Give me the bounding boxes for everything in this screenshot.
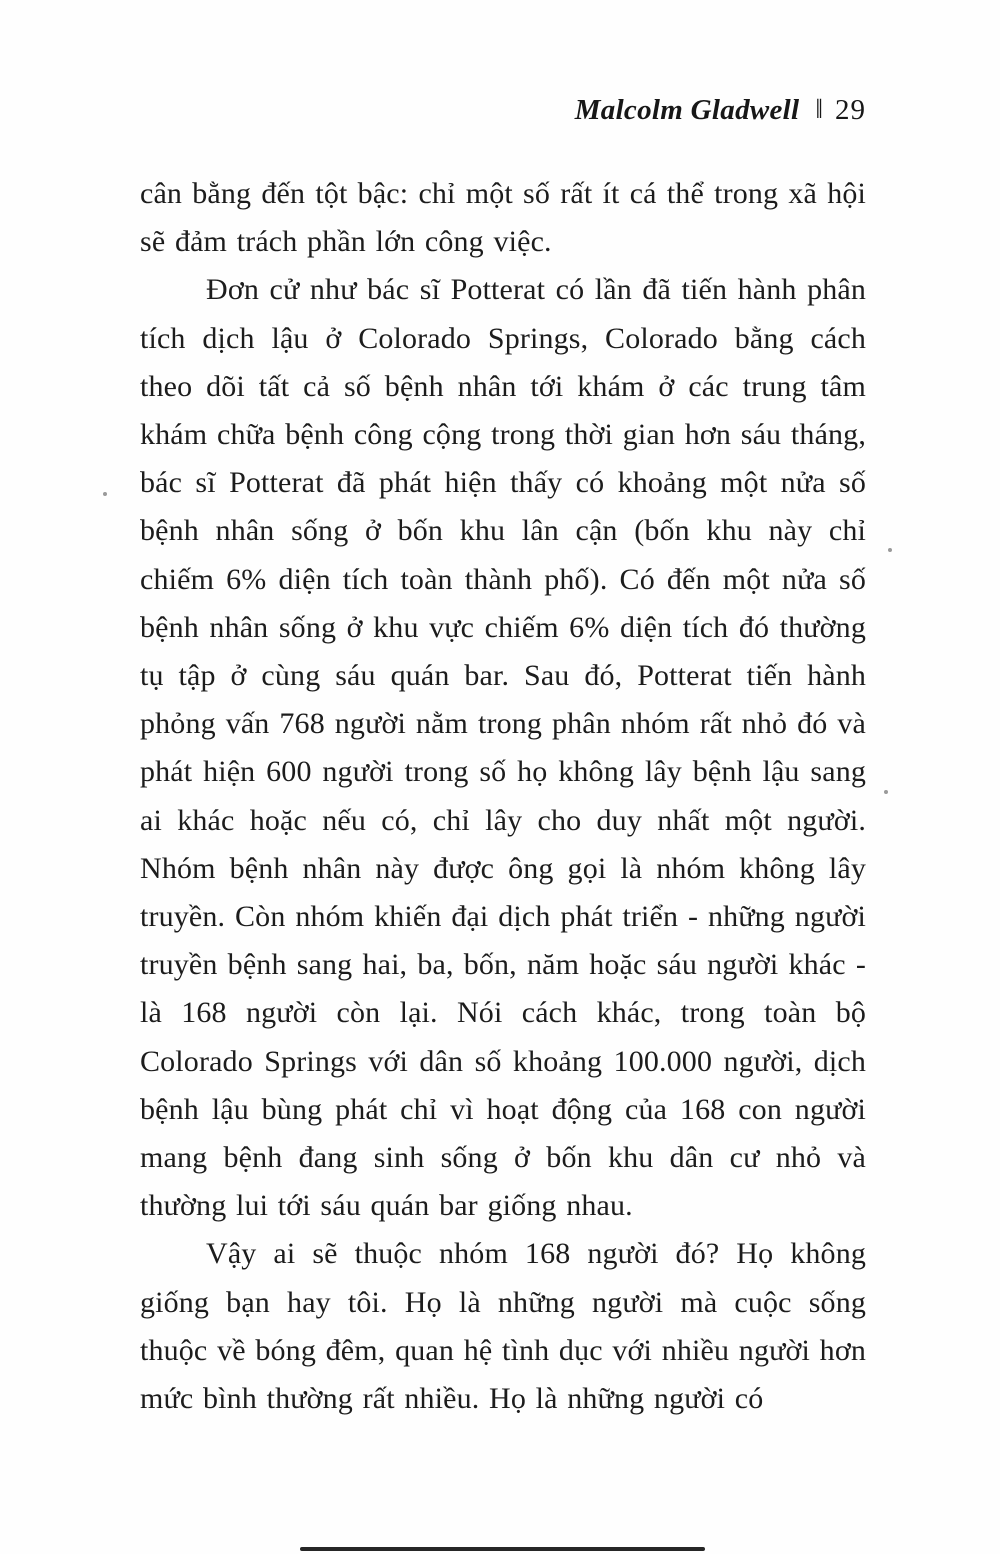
running-header: [140, 92, 866, 128]
header-separator-icon: ‖: [815, 94, 823, 124]
scan-speck: [888, 548, 892, 552]
paragraph-potterat-study: Đơn cử như bác sĩ Potterat có lần đã tiến hành phân tích dịch lậu ở Colorado Springs, Colorado bằng cách theo dõi tất cả số bệnh nhân tới khám ở các trung tâm khám chữa bệnh công cộng trong thời gian hơn sáu tháng, bác sĩ Potterat đã phát hiện thấy có khoảng một nửa số bệnh nhân sống ở bốn khu lân cận (bốn khu này chỉ chiếm 6% diện tích toàn thành phố). Có đến một nửa số bệnh nhân sống ở khu vực chiếm 6% diện tích đó thường tụ tập ở cùng sáu quán bar. Sau đó, Potterat tiến hành phỏng vấn 768 người nằm trong phân nhóm rất nhỏ đó và phát hiện 600 người trong số họ không lây bệnh lậu sang ai khác hoặc nếu có, chỉ lây cho duy nhất một người. Nhóm bệnh nhân này được ông gọi là nhóm không lây truyền. Còn nhóm khiến đại dịch phát triển - những người truyền bệnh sang hai, ba, bốn, năm hoặc sáu người khác - là 168 người còn lại. Nói cách khác, trong toàn bộ Colorado Springs với dân số khoảng 100.000 người, dịch bệnh lậu bùng phát chỉ vì hoạt động của 168 con người mang bệnh đang sinh sống ở bốn khu dân cư nhỏ và thường lui tới sáu quán bar giống nhau.: [140, 273, 866, 1223]
page-body-text: [140, 170, 866, 1423]
bottom-scan-artifact: [300, 1547, 705, 1551]
paragraph-continuation: cân bằng đến tột bậc: chỉ một số rất ít cá thể trong xã hội sẽ đảm trách phần lớn công việc.: [140, 177, 866, 259]
running-head-author: Malcolm Gladwell: [574, 94, 800, 126]
paragraph-who-are-168: Vậy ai sẽ thuộc nhóm 168 người đó? Họ không giống bạn hay tôi. Họ là những người mà cuộc sống thuộc về bóng đêm, quan hệ tình dục với nhiều người hơn mức bình thường rất nhiều. Họ là những người có: [140, 1237, 866, 1416]
page-number: 29: [835, 94, 866, 126]
scan-speck: [884, 790, 888, 794]
scan-speck: [103, 492, 107, 496]
